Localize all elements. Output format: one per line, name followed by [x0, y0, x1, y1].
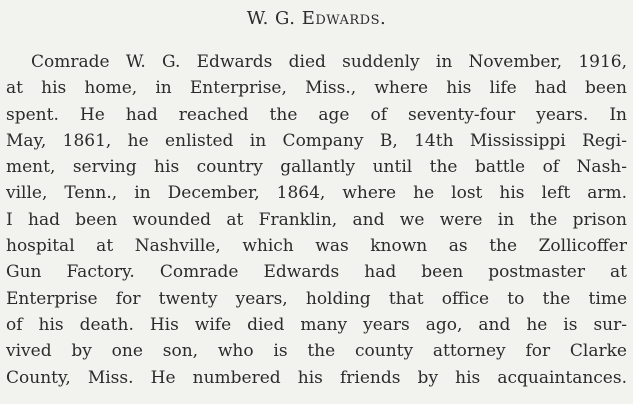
body-line: at his home, in Enterprise, Miss., where his life had been	[6, 78, 627, 99]
body-line: May, 1861, he enlisted in Company B, 14th Mississippi Regi-	[6, 130, 627, 151]
article-title	[0, 7, 633, 31]
body-line: ville, Tenn., in December, 1864, where he lost his left arm.	[6, 183, 627, 204]
body-line: Comrade W. G. Edwards died suddenly in November, 1916,	[31, 52, 627, 72]
body-line: County, Miss. He numbered his friends by his acquaintances.	[6, 367, 627, 388]
body-line: Enterprise for twenty years, holding that office to the time	[6, 288, 627, 309]
body-line: Gun Factory. Comrade Edwards had been postmaster at	[6, 262, 627, 283]
article-body	[0, 49, 633, 391]
body-line: vived by one son, who is the county attorney for Clarke	[6, 341, 627, 362]
article-title-text: W. G. Edwards.	[246, 8, 387, 29]
body-line: I had been wounded at Franklin, and we were in the prison	[6, 209, 627, 230]
body-line: spent. He had reached the age of seventy-four years. In	[6, 104, 627, 125]
body-line: hospital at Nashville, which was known as the Zollicoffer	[6, 236, 627, 257]
body-line: of his death. His wife died many years ago, and he is sur-	[6, 314, 627, 335]
body-line: ment, serving his country gallantly until the battle of Nash-	[6, 157, 627, 178]
